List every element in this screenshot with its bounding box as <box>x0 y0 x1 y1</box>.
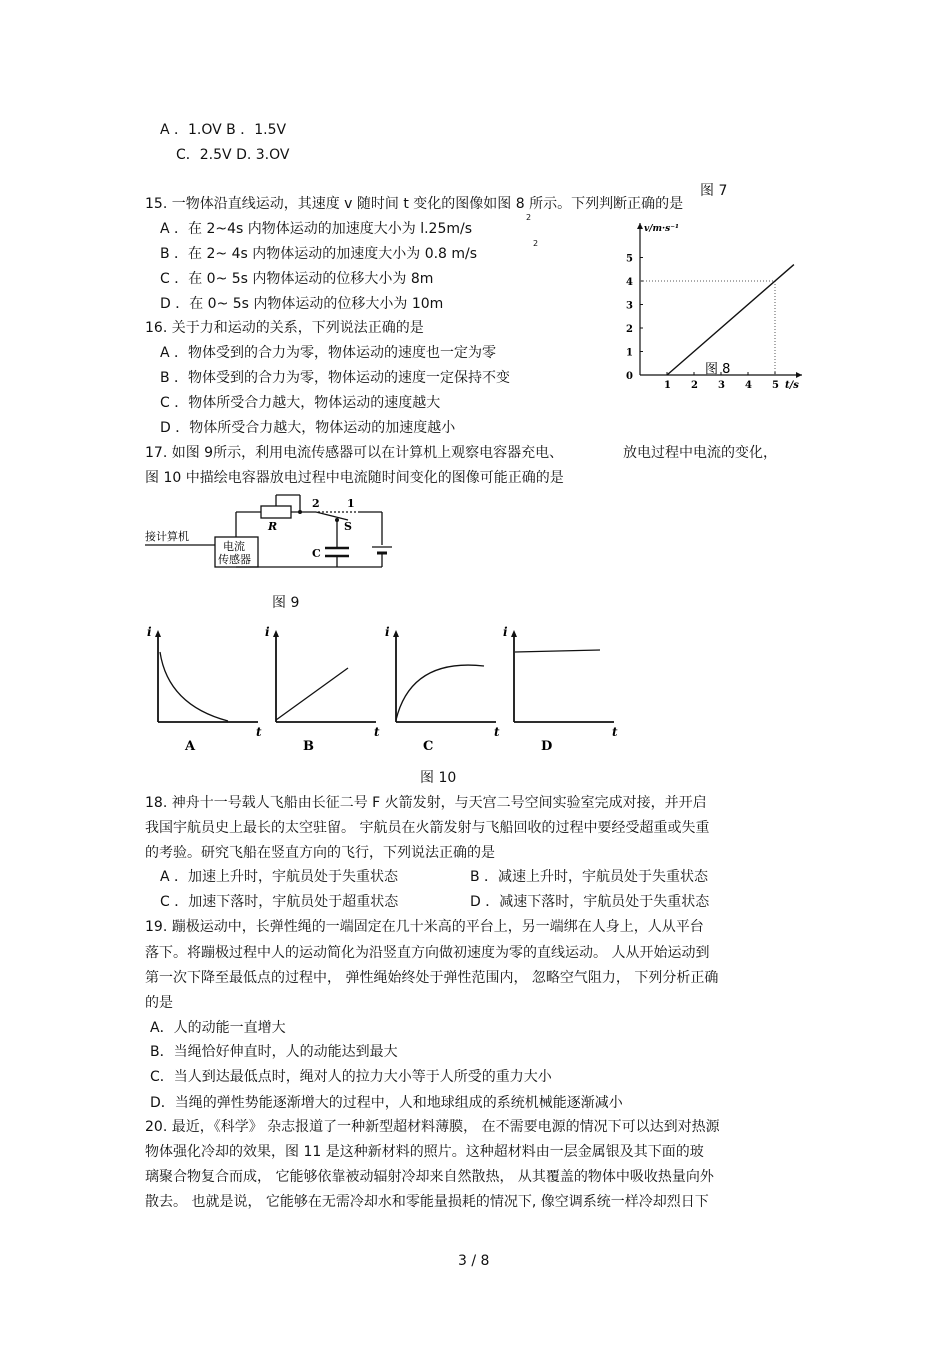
i-axis-arrow <box>155 630 161 637</box>
question-19-line4: 的是 <box>145 995 173 1011</box>
graph-option-label: C <box>423 739 434 754</box>
switch-label: S <box>344 520 352 533</box>
question-16-option-c: C ．物体所受合力越大，物体运动的速度越大 <box>160 395 441 411</box>
question-16-option-d: D ．物体所受合力越大，物体运动的加速度越小 <box>160 420 456 436</box>
question-15-option-c: C ．在 0~ 5s 内物体运动的位移大小为 8m <box>160 271 434 287</box>
figure-8-caption: 图 8 <box>705 362 731 377</box>
switch-position-1: 1 <box>347 497 355 510</box>
q14-options-line1: A ．1.OV B ．1.5V <box>160 122 287 138</box>
y-tick-label: 2 <box>626 324 633 335</box>
graph-curve <box>396 665 484 720</box>
graph-option-label: A <box>185 739 196 754</box>
x-tick-label: 4 <box>745 380 752 391</box>
y-tick-label: 1 <box>626 347 633 359</box>
question-19-option-a: A．人的动能一直增大 <box>150 1020 286 1036</box>
graph-curve <box>160 652 228 721</box>
figure-9-circuit <box>140 490 410 590</box>
axis-t-label: t <box>374 725 380 739</box>
figure-10-graphs <box>140 620 630 760</box>
resistor-r <box>261 506 291 518</box>
capacitor-label: C <box>312 547 321 560</box>
origin-label: 0 <box>626 371 633 382</box>
question-19-option-b: B．当绳恰好伸直时，人的动能达到最大 <box>150 1044 398 1060</box>
i-axis-arrow <box>393 630 399 637</box>
question-18-option-b: B ．减速上升时，宇航员处于失重状态 <box>470 869 709 885</box>
question-15-option-d: D ．在 0~ 5s 内物体运动的位移大小为 10m <box>160 296 444 312</box>
superscript-2: 2 <box>533 239 539 248</box>
question-18-line2: 我国宇航员史上最长的太空驻留。 宇航员在火箭发射与飞船回收的过程中要经受超重或失重 <box>145 820 710 836</box>
question-19-line3: 第一次下降至最低点的过程中， 弹性绳始终处于弹性范围内， 忽略空气阻力， 下列分析正确 <box>145 970 719 986</box>
axis-i-label: i <box>265 625 270 639</box>
computer-label: 接计算机 <box>145 530 189 543</box>
question-17-line2: 图 10 中描绘电容器放电过程中电流随时间变化的图像可能正确的是 <box>145 470 564 486</box>
axis-t-label: t <box>256 725 262 739</box>
question-18-option-d: D ．减速下落时，宇航员处于失重状态 <box>470 894 710 910</box>
i-axis-arrow <box>273 630 279 637</box>
question-20-line3: 璃聚合物复合而成， 它能够依靠被动辐射冷却来自然散热， 从其覆盖的物体中吸收热量向外 <box>145 1169 714 1185</box>
question-16-option-b: B ．物体受到的合力为零，物体运动的速度一定保持不变 <box>160 370 511 386</box>
question-15-option-a: A ．在 2~4s 内物体运动的加速度大小为 l.25m/s <box>160 221 473 237</box>
figure-7-caption: 图 7 <box>700 183 728 199</box>
axis-i-label: i <box>503 625 508 639</box>
question-18-option-c: C ．加速下落时，宇航员处于超重状态 <box>160 894 399 910</box>
x-tick-label: 5 <box>772 380 779 391</box>
graph-curve <box>276 668 348 720</box>
x-tick-label: 3 <box>718 380 725 391</box>
question-18-line1: 18. 神舟十一号载人飞船由长征二号 F 火箭发射，与天宫二号空间实验室完成对接，并开启 <box>145 795 707 811</box>
fig8-plot <box>626 223 802 391</box>
axis-t-label: t <box>612 725 618 739</box>
x-tick-label: 2 <box>691 380 698 391</box>
axis-i-label: i <box>385 625 390 639</box>
x-axis-label: t/s <box>785 380 799 391</box>
question-19-option-c: C．当人到达最低点时，绳对人的拉力大小等于人所受的重力大小 <box>150 1069 552 1085</box>
figure-10-caption: 图 10 <box>420 770 457 786</box>
question-17-line1a: 17. 如图 9所示，利用电流传感器可以在计算机上观察电容器充电、 <box>145 445 564 461</box>
sensor-label-1: 电流 <box>223 540 245 553</box>
switch-position-2: 2 <box>312 497 320 510</box>
figure-9-caption: 图 9 <box>272 595 300 611</box>
superscript-2: 2 <box>526 213 532 222</box>
question-15-stem: 15. 一物体沿直线运动，其速度 v 随时间 t 变化的图像如图 8 所示。下列判断正确的是 <box>145 196 684 212</box>
graph-option-label: D <box>541 739 553 754</box>
question-18-option-a: A ．加速上升时，宇航员处于失重状态 <box>160 869 399 885</box>
question-15-option-b: B ．在 2~ 4s 内物体运动的加速度大小为 0.8 m/s <box>160 246 478 262</box>
i-axis-arrow <box>511 630 517 637</box>
q14-options-line2: C．2.5V D. 3.OV <box>176 147 290 163</box>
y-tick-label: 3 <box>626 300 633 312</box>
sensor-label-2: 传感器 <box>218 553 251 566</box>
axis-i-label: i <box>147 625 152 639</box>
y-tick-label: 4 <box>626 277 633 288</box>
x-axis-arrow <box>796 372 802 378</box>
question-16-option-a: A ．物体受到的合力为零，物体运动的速度也一定为零 <box>160 345 497 361</box>
question-20-line2: 物体强化冷却的效果，图 11 是这种新材料的照片。这种超材料由一层金属银及其下面的玻 <box>145 1144 704 1160</box>
switch-blade <box>316 512 348 520</box>
question-16-stem: 16. 关于力和运动的关系，下列说法正确的是 <box>145 320 424 336</box>
y-tick-label: 5 <box>626 253 633 265</box>
question-20-line4: 散去。 也就是说， 它能够在无需冷却水和零能量损耗的情况下, 像空调系统一样冷却烈日下 <box>145 1194 709 1210</box>
graph-option-label: B <box>303 739 314 754</box>
y-axis-arrow <box>637 223 643 229</box>
question-19-line2: 落下。将蹦极过程中人的运动简化为沿竖直方向做初速度为零的直线运动。 人从开始运动到 <box>145 945 710 961</box>
resistor-label: R <box>268 520 278 533</box>
axis-t-label: t <box>494 725 500 739</box>
question-19-line1: 19. 蹦极运动中，长弹性绳的一端固定在几十米高的平台上，另一端绑在人身上，人从平台 <box>145 919 704 935</box>
question-17-line1b: 放电过程中电流的变化， <box>623 445 777 461</box>
graph-curve <box>515 650 600 652</box>
figure-8-vt-graph <box>618 215 803 397</box>
question-19-option-d: D．当绳的弹性势能逐渐增大的过程中，人和地球组成的系统机械能逐渐减小 <box>150 1095 623 1111</box>
page-number: 3 / 8 <box>458 1253 490 1269</box>
y-axis-label: v/m·s⁻¹ <box>644 224 679 234</box>
question-18-line3: 的考验。研究飞船在竖直方向的飞行，下列说法正确的是 <box>145 845 495 861</box>
x-tick-label: 1 <box>664 380 671 391</box>
question-20-line1: 20. 最近，《科学》 杂志报道了一种新型超材料薄膜， 在不需要电源的情况下可以达到对热源 <box>145 1119 720 1135</box>
